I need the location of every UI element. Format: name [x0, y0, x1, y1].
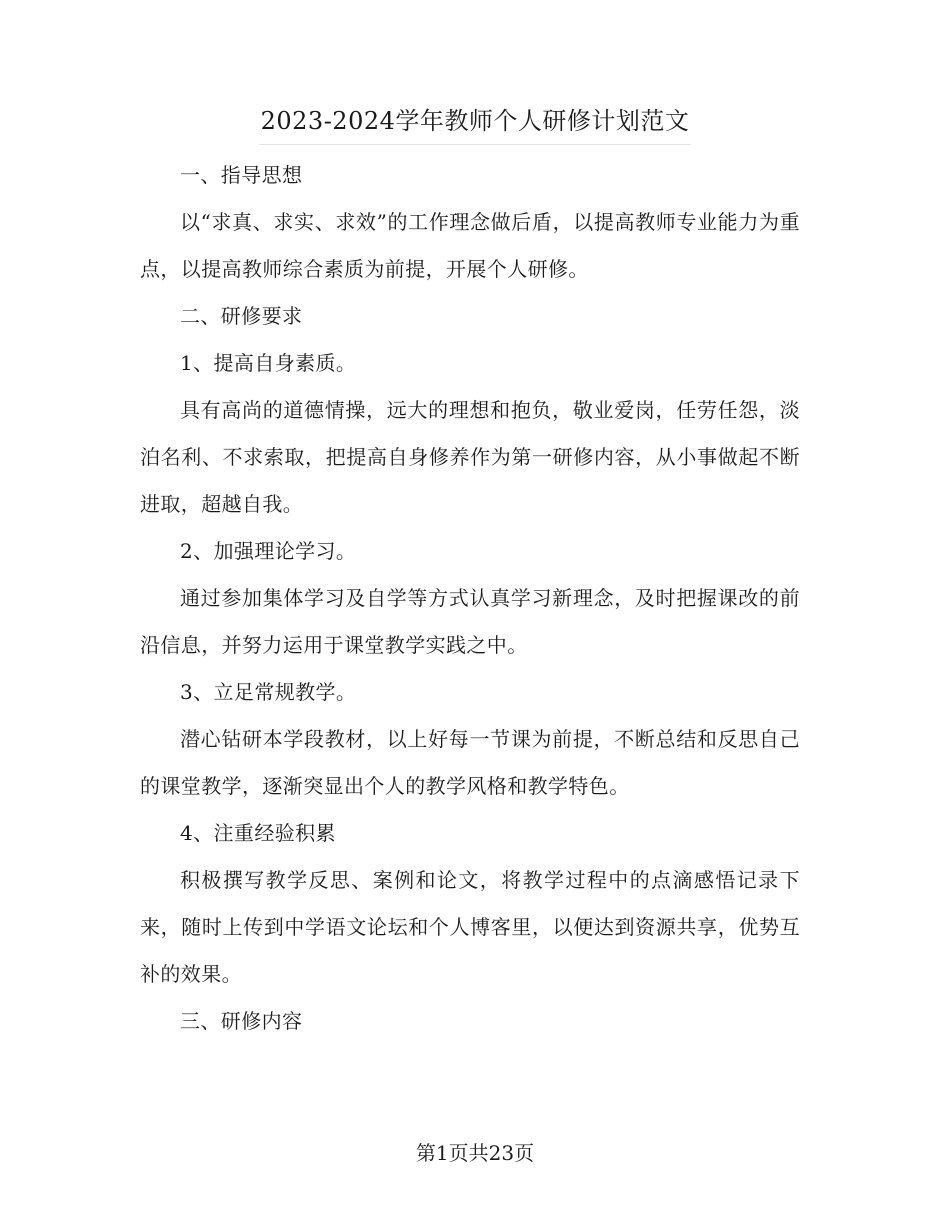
subheading-self-quality: 1、提高自身素质。	[180, 351, 357, 375]
section-heading-content: 三、研修内容	[180, 1009, 303, 1033]
paragraph-self-quality: 具有高尚的道德情操，远大的理想和抱负，敬业爱岗，任劳任怨，淡泊名利、不求索取，把提高自身修养作为第一研修内容，从小事做起不断进取，超越自我。	[140, 398, 800, 516]
paragraph-theory-study: 通过参加集体学习及自学等方式认真学习新理念，及时把握课改的前沿信息，并努力运用于课堂教学实践之中。	[140, 586, 800, 657]
document-title: 2023-2024学年教师个人研修计划范文	[259, 98, 692, 145]
document-body	[140, 152, 800, 1045]
title-wrapper	[0, 98, 950, 145]
subheading-theory-study: 2、加强理论学习。	[180, 539, 357, 563]
subheading-experience: 4、注重经验积累	[180, 821, 336, 845]
section-heading-guiding-ideology: 一、指导思想	[180, 163, 303, 187]
paragraph-experience: 积极撰写教学反思、案例和论文，将教学过程中的点滴感悟记录下来，随时上传到中学语文论坛和个人博客里，以便达到资源共享，优势互补的效果。	[140, 868, 800, 986]
paragraph-routine-teaching: 潜心钻研本学段教材，以上好每一节课为前提，不断总结和反思自己的课堂教学，逐渐突显出个人的教学风格和教学特色。	[140, 727, 800, 798]
paragraph-guiding-ideology: 以“求真、求实、求效”的工作理念做后盾，以提高教师专业能力为重点，以提高教师综合素质为前提，开展个人研修。	[140, 210, 800, 281]
page-number-footer: 第1页共23页	[415, 1141, 535, 1165]
subheading-routine-teaching: 3、立足常规教学。	[180, 680, 357, 704]
section-heading-requirements: 二、研修要求	[180, 304, 303, 328]
